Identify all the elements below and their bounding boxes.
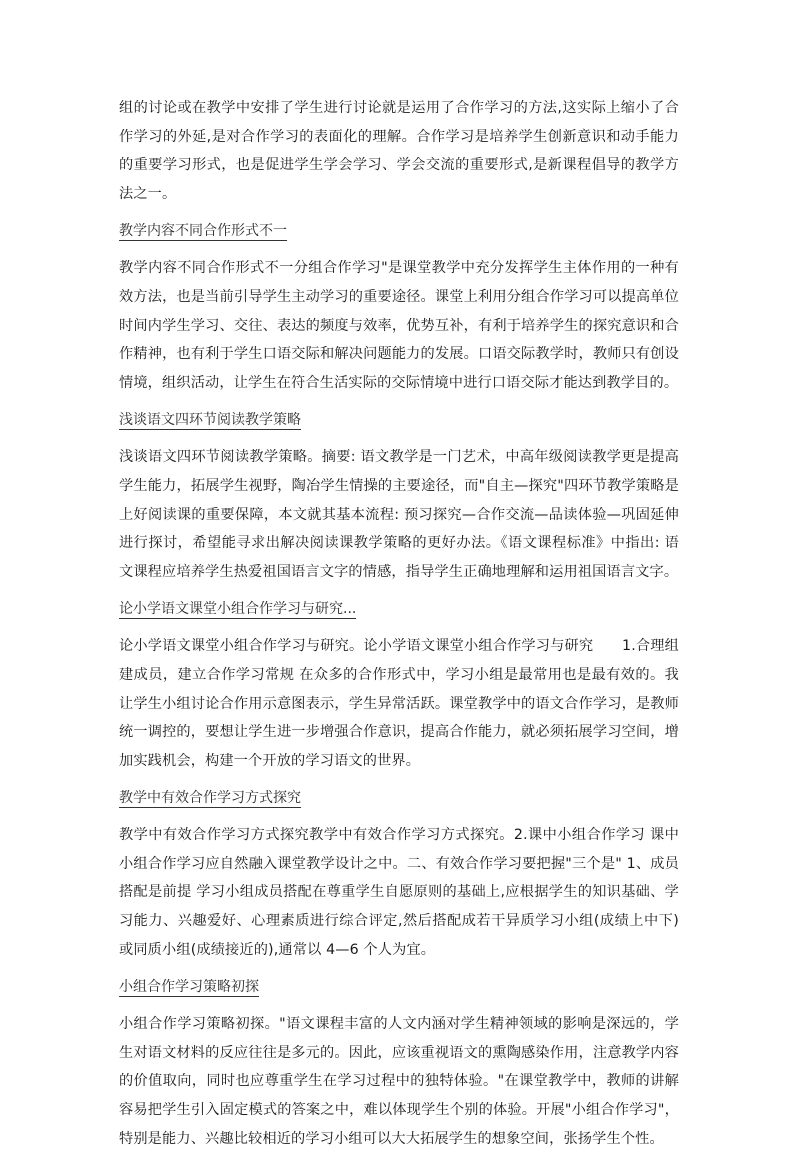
section-heading-link[interactable]: 教学内容不同合作形式不一 (119, 223, 287, 240)
section-heading-link[interactable]: 论小学语文课堂小组合作学习与研究... (119, 601, 357, 618)
section-heading-link[interactable]: 教学中有效合作学习方式探究 (119, 790, 301, 807)
section-heading-link[interactable]: 浅谈语文四环节阅读教学策略 (119, 412, 301, 429)
section-2 (119, 409, 679, 586)
section-body: 浅谈语文四环节阅读教学策略。摘要: 语文教学是一门艺术，中高年级阅读教学更是提高学生能力，拓展学生视野，陶冶学生情操的主要途径，而"自主—探究"四环节教学策略是上好阅读课的重要保障，本文就其基本流程: 预习探究—合作交流—品读体验—巩固延伸进行探讨，希望能寻求出解决阅读课教学策略的更好办法。《语文课程标准》中指出: 语文课程应培养学生热爱祖国语言文字的情感，指导学生正确地理解和运用祖国语言文字。 (119, 449, 679, 580)
section-body: 教学中有效合作学习方式探究教学中有效合作学习方式探究。2.课中小组合作学习 课中小组合作学习应自然融入课堂教学设计之中。二、有效合作学习要把握"三个是" 1、成员搭配是前提 学习小组成员搭配在尊重学生自愿原则的基础上,应根据学生的知识基础、学习能力、兴趣爱好、心理素质进行综合评定,然后搭配成若干异质学习小组(成绩上中下)或同质小组(成绩接近的),通常以 4—6 个人为宜。 (119, 827, 679, 958)
document-page (119, 94, 679, 1153)
section-4 (119, 787, 679, 964)
section-1 (119, 220, 679, 397)
section-body: 小组合作学习策略初探。"语文课程丰富的人文内涵对学生精神领域的影响是深远的，学生对语文材料的反应往往是多元的。因此，应该重视语文的熏陶感染作用，注意教学内容的价值取向，同时也应尊重学生在学习过程中的独特体验。"在课堂教学中，教师的讲解容易把学生引入固定模式的答案之中，难以体现学生个别的体验。开展"小组合作学习"，特别是能力、兴趣比较相近的学习小组可以大大拓展学生的想象空间，张扬学生个性。 (119, 1016, 679, 1147)
section-body: 教学内容不同合作形式不一分组合作学习"是课堂教学中充分发挥学生主体作用的一种有效方法，也是当前引导学生主动学习的重要途径。课堂上利用分组合作学习可以提高单位时间内学生学习、交往、表达的频度与效率，优势互补，有利于培养学生的探究意识和合作精神，也有利于学生口语交际和解决问题能力的发展。口语交际教学时，教师只有创设情境，组织活动，让学生在符合生活实际的交际情境中进行口语交际才能达到教学目的。 (119, 260, 679, 391)
section-heading-link[interactable]: 小组合作学习策略初探 (119, 979, 259, 996)
section-5 (119, 976, 679, 1153)
section-3 (119, 598, 679, 775)
intro-paragraph: 组的讨论或在教学中安排了学生进行讨论就是运用了合作学习的方法,这实际上缩小了合作学习的外延,是对合作学习的表面化的理解。合作学习是培养学生创新意识和动手能力的重要学习形式，也是促进学生学会学习、学会交流的重要形式,是新课程倡导的教学方法之一。 (119, 100, 679, 202)
section-body: 论小学语文课堂小组合作学习与研究。论小学语文课堂小组合作学习与研究 1.合理组建成员，建立合作学习常规 在众多的合作形式中，学习小组是最常用也是最有效的。我让学生小组讨论合作用示意图表示，学生异常活跃。课堂教学中的语文合作学习，是教师统一调控的，要想让学生进一步增强合作意识，提高合作能力，就必须拓展学习空间，增加实践机会，构建一个开放的学习语文的世界。 (119, 638, 679, 769)
